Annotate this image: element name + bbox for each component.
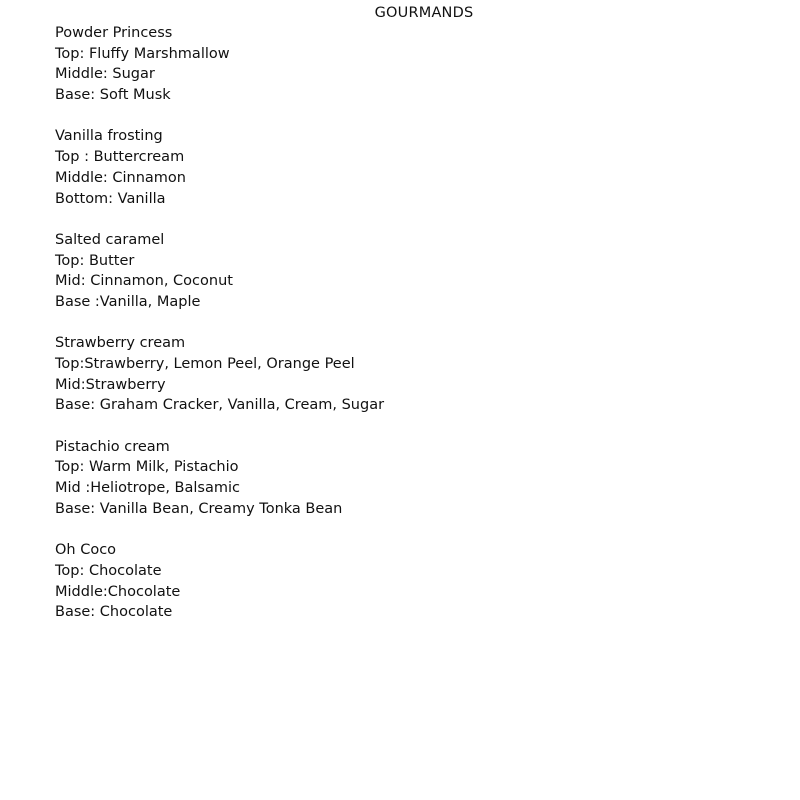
- document-body: [55, 23, 775, 644]
- page-title: GOURMANDS: [374, 5, 474, 21]
- middle-note: Mid:Strawberry: [55, 376, 166, 393]
- top-note: Top: Chocolate: [55, 562, 162, 579]
- scent-name: Salted caramel: [55, 231, 165, 248]
- base-note: Base :Vanilla, Maple: [55, 293, 201, 310]
- scent-name: Oh Coco: [55, 542, 117, 559]
- base-note: Base: Graham Cracker, Vanilla, Cream, Sugar: [55, 397, 385, 414]
- base-note: Base: Chocolate: [55, 604, 173, 621]
- scent-salted-caramel: [55, 230, 775, 313]
- middle-note: Middle: Sugar: [55, 66, 155, 83]
- top-note: Top: Warm Milk, Pistachio: [55, 459, 239, 476]
- top-note: Top:Strawberry, Lemon Peel, Orange Peel: [55, 356, 355, 372]
- scent-strawberry-cream: [55, 333, 775, 416]
- scent-pistachio-cream: [55, 437, 775, 520]
- top-note: Top: Fluffy Marshmallow: [55, 45, 230, 62]
- base-note: Base: Soft Musk: [55, 87, 171, 104]
- middle-note: Middle:Chocolate: [55, 583, 181, 600]
- scent-name: Strawberry cream: [55, 335, 186, 352]
- scent-name: Pistachio cream: [55, 438, 170, 455]
- scent-name: Powder Princess: [55, 25, 173, 41]
- middle-note: Middle: Cinnamon: [55, 169, 186, 186]
- middle-note: Mid: Cinnamon, Coconut: [55, 273, 233, 290]
- top-note: Top : Buttercream: [55, 149, 185, 166]
- middle-note: Mid :Heliotrope, Balsamic: [55, 480, 240, 497]
- scent-powder-princess: [55, 23, 775, 106]
- scent-vanilla-frosting: [55, 126, 775, 209]
- base-note: Base: Vanilla Bean, Creamy Tonka Bean: [55, 500, 343, 517]
- scent-name: Vanilla frosting: [55, 128, 163, 145]
- top-note: Top: Butter: [55, 252, 135, 269]
- base-note: Bottom: Vanilla: [55, 190, 166, 207]
- scent-oh-coco: [55, 540, 775, 623]
